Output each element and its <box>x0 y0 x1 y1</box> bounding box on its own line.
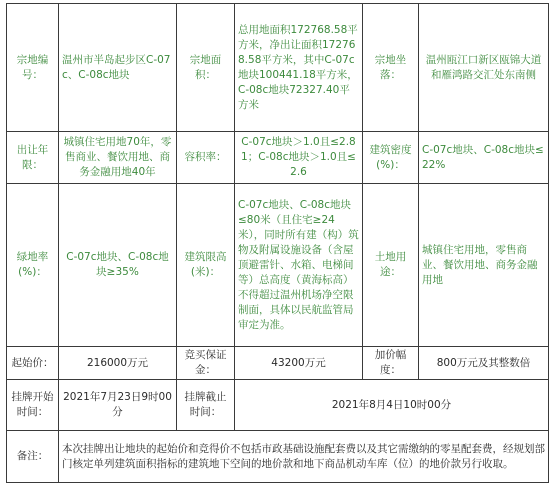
density-value: C-07c地块、C-08c地块≤22% <box>419 132 549 184</box>
close-time-label: 挂牌截止时间： <box>177 380 235 431</box>
term-value: 城镇住宅用地70年，零售商业、餐饮用地、商务金融用地40年 <box>59 132 177 184</box>
land-use-label: 土地用途： <box>363 184 419 347</box>
table-row <box>7 431 549 483</box>
table-row <box>7 380 549 431</box>
plot-no-label: 宗地编号： <box>7 4 59 132</box>
table-row <box>7 184 549 347</box>
land-auction-table <box>6 3 549 483</box>
area-label: 宗地面积： <box>177 4 235 132</box>
height-label: 建筑限高(米)： <box>177 184 235 347</box>
table-row <box>7 4 549 132</box>
density-label: 建筑密度(%)： <box>363 132 419 184</box>
remark-label: 备注： <box>7 431 59 483</box>
start-price-label: 起始价： <box>7 347 59 380</box>
deposit-label: 竞买保证金： <box>177 347 235 380</box>
location-value: 温州瓯江口新区瓯锦大道和雁鸿路交汇处东南侧 <box>419 4 549 132</box>
far-value: C-07c地块＞1.0且≤2.81；C-08c地块＞1.0且≤2.6 <box>235 132 363 184</box>
plot-no-value: 温州市半岛起步区C-07c、C-08c地块 <box>59 4 177 132</box>
area-value: 总用地面积172768.58平方米，净出让面积172768.58平方米，其中C-07c地块100441.18平方米，C-08c地块72327.40平方米 <box>235 4 363 132</box>
close-time-value: 2021年8月4日10时00分 <box>235 380 549 431</box>
term-label: 出让年限： <box>7 132 59 184</box>
far-label: 容积率： <box>177 132 235 184</box>
increment-label: 加价幅度： <box>363 347 419 380</box>
table-row <box>7 347 549 380</box>
remark-value: 本次挂牌出让地块的起始价和竞得价不包括市政基础设施配套费以及其它需缴纳的零星配套费，经规划部门核定单列建筑面积指标的建筑地下空间的地价款和地下商品机动车库（位）的地价款另行收取。 <box>59 431 549 483</box>
increment-value: 800万元及其整数倍 <box>419 347 549 380</box>
location-label: 宗地坐落： <box>363 4 419 132</box>
green-rate-value: C-07c地块、C-08c地块≥35% <box>59 184 177 347</box>
start-price-value: 216000万元 <box>59 347 177 380</box>
table-row <box>7 132 549 184</box>
green-rate-label: 绿地率(%)： <box>7 184 59 347</box>
land-use-value: 城镇住宅用地，零售商业、餐饮用地、商务金融用地 <box>419 184 549 347</box>
height-value: C-07c地块、C-08c地块≤80米（且住宅≥24米），同时所有建（构）筑物及附属设施设备（含屋顶避雷针、水箱、电梯间等）总高度（黄海标高）不得超过温州机场净空限制面，具体以民航监管局审定为准。 <box>235 184 363 347</box>
deposit-value: 43200万元 <box>235 347 363 380</box>
open-time-label: 挂牌开始时间： <box>7 380 59 431</box>
open-time-value: 2021年7月23日9时00分 <box>59 380 177 431</box>
